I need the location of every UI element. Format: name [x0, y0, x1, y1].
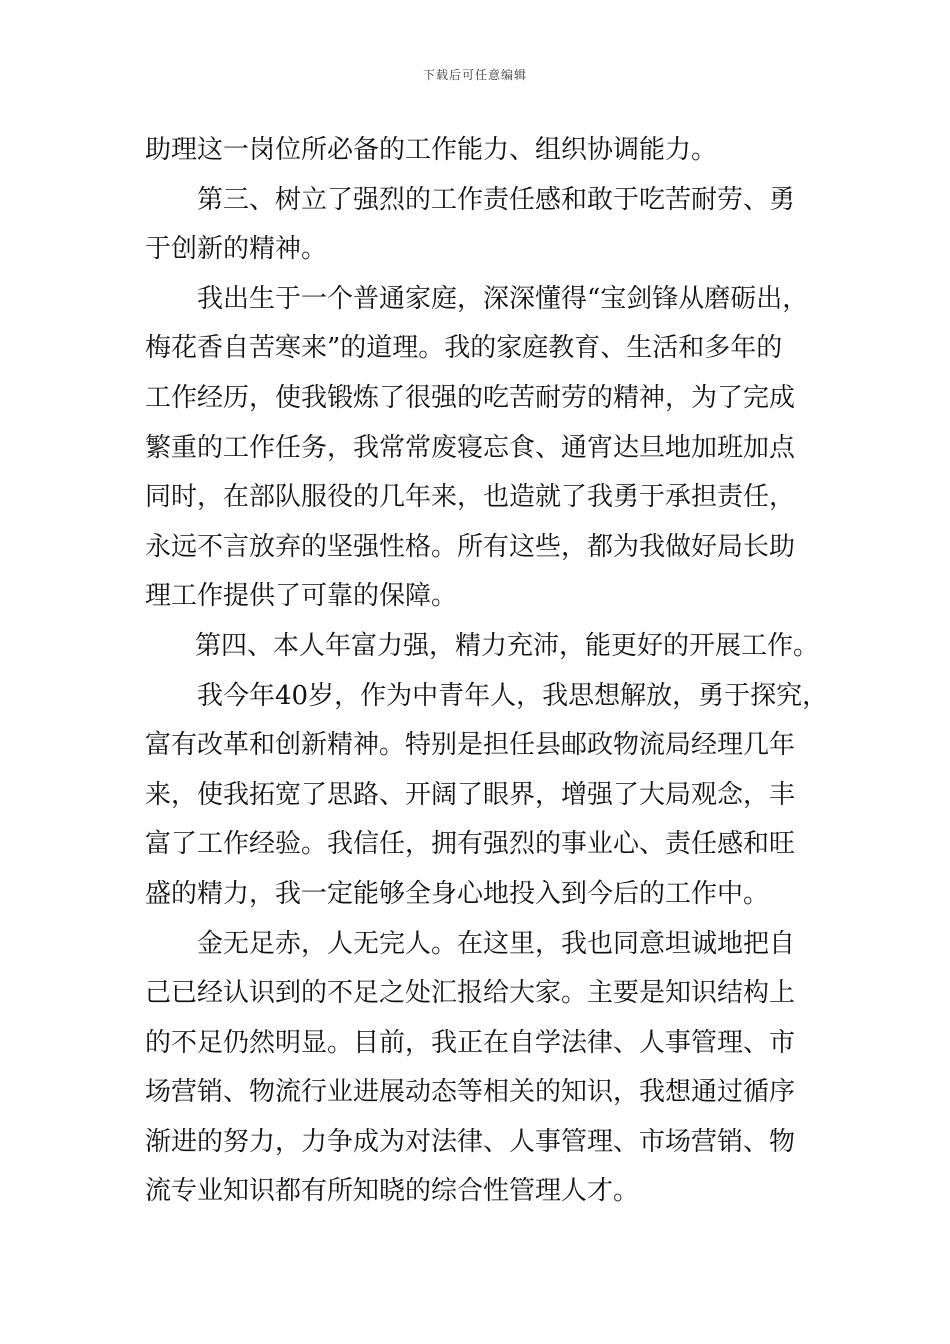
paragraph-line: 理工作提供了可靠的保障。 [145, 581, 458, 612]
document-body [145, 126, 835, 1217]
paragraph-line: 我出生于一个普通家庭，深深懂得“宝剑锋从磨砺出， [197, 283, 809, 314]
paragraph-line: 我今年40岁，作为中青年人，我思想解放，勇于探究， [197, 680, 829, 711]
paragraph-line: 场营销、物流行业进展动态等相关的知识，我想通过循序 [145, 1077, 796, 1108]
paragraph-line: 来，使我拓宽了思路、开阔了眼界，增强了大局观念，丰 [145, 779, 796, 810]
paragraph-line: 盛的精力，我一定能够全身心地投入到今后的工作中。 [145, 878, 770, 909]
paragraph-line: 的不足仍然明显。目前，我正在自学法律、人事管理、市 [145, 1027, 796, 1058]
paragraph-line: 于创新的精神。 [145, 234, 328, 265]
paragraph-line: 流专业知识都有所知晓的综合性管理人才。 [145, 1176, 640, 1207]
paragraph-line: 己已经认识到的不足之处汇报给大家。主要是知识结构上 [145, 978, 796, 1009]
paragraph-line: 同时，在部队服役的几年来，也造就了我勇于承担责任， [145, 482, 796, 513]
paragraph-line: 助理这一岗位所必备的工作能力、组织协调能力。 [145, 135, 718, 165]
paragraph-line: 渐进的努力，力争成为对法律、人事管理、市场营销、物 [145, 1126, 796, 1157]
paragraph-line: 永远不言放弃的坚强性格。所有这些，都为我做好局长助 [145, 531, 796, 562]
paragraph-line: 梅花香自苦寒来”的道理。我的家庭教育、生活和多年的 [145, 333, 783, 364]
paragraph-line: 第三、树立了强烈的工作责任感和敢于吃苦耐劳、勇 [197, 184, 796, 215]
paragraph-line: 第四、本人年富力强，精力充沛，能更好的开展工作。 [195, 630, 820, 661]
paragraph-line: 富有改革和创新精神。特别是担任县邮政物流局经理几年 [145, 730, 796, 761]
page-header: 下载后可任意编辑 [422, 68, 527, 82]
paragraph-line: 繁重的工作任务，我常常废寝忘食、通宵达旦地加班加点 [145, 432, 796, 463]
paragraph-line: 金无足赤，人无完人。在这里，我也同意坦诚地把自 [197, 928, 796, 959]
paragraph-line: 工作经历，使我锻炼了很强的吃苦耐劳的精神，为了完成 [145, 382, 796, 413]
paragraph-line: 富了工作经验。我信任，拥有强烈的事业心、责任感和旺 [145, 829, 796, 860]
